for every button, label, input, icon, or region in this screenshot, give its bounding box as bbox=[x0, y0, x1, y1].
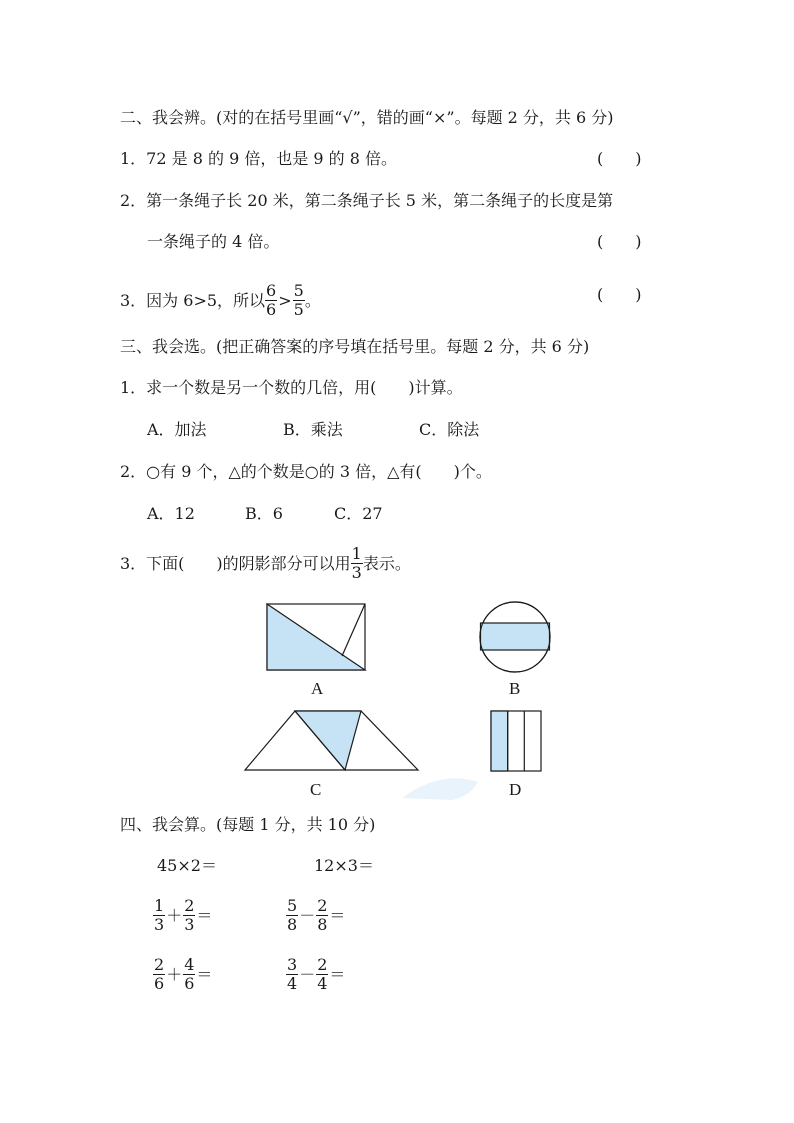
calc-2-6-plus-4-6 bbox=[153, 957, 213, 994]
sec2-q2-answer-bracket[interactable]: ( ) bbox=[597, 232, 642, 251]
sec3-q3-suffix: 表示。 bbox=[362, 554, 411, 573]
sec3-q1-option-a[interactable]: A．加法 bbox=[147, 420, 207, 439]
shape-d[interactable] bbox=[491, 711, 541, 771]
numerator: 3 bbox=[287, 955, 298, 974]
calc-5-8-minus-2-8 bbox=[286, 898, 346, 935]
sec3-q1-option-c[interactable]: C．除法 bbox=[419, 420, 480, 439]
sec2-question-2-line2: 一条绳子的 4 倍。 bbox=[147, 232, 280, 251]
denominator: 6 bbox=[184, 974, 195, 993]
denominator: 6 bbox=[266, 300, 277, 319]
sec3-q2-option-b[interactable]: B．6 bbox=[245, 504, 283, 523]
fraction bbox=[183, 897, 195, 934]
numerator: 5 bbox=[287, 896, 298, 915]
fraction bbox=[316, 956, 328, 993]
shape-c-label: C bbox=[310, 780, 322, 799]
numerator: 6 bbox=[266, 281, 277, 300]
numerator: 4 bbox=[184, 955, 195, 974]
sec2-q3-prefix: 3．因为 6>5，所以 bbox=[120, 291, 266, 310]
equals-sign: ＝ bbox=[329, 964, 346, 984]
shape-c[interactable] bbox=[245, 711, 418, 770]
shape-a[interactable] bbox=[267, 604, 365, 670]
denominator: 8 bbox=[287, 915, 298, 934]
fraction bbox=[286, 897, 298, 934]
section-3-heading: 三、我会选。(把正确答案的序号填在括号里。每题 2 分，共 6 分) bbox=[120, 337, 590, 356]
sec2-q1-answer-bracket[interactable]: ( ) bbox=[597, 149, 642, 168]
calc-3-4-minus-2-4 bbox=[286, 957, 346, 994]
numerator: 1 bbox=[154, 896, 165, 915]
plus-sign: ＋ bbox=[166, 964, 183, 984]
numerator: 2 bbox=[154, 955, 165, 974]
denominator: 4 bbox=[317, 974, 328, 993]
section-2-heading: 二、我会辨。(对的在括号里画“√”，错的画“×”。每题 2 分，共 6 分) bbox=[120, 108, 614, 127]
sec3-question-1: 1．求一个数是另一个数的几倍，用( )计算。 bbox=[120, 378, 463, 397]
denominator: 5 bbox=[293, 300, 304, 319]
denominator: 8 bbox=[317, 915, 328, 934]
shape-a-label: A bbox=[311, 679, 324, 698]
equals-sign: ＝ bbox=[196, 964, 213, 984]
shape-d-label: D bbox=[509, 780, 522, 799]
watermark-shape bbox=[402, 778, 478, 800]
sec3-q2-option-a[interactable]: A．12 bbox=[147, 504, 195, 523]
shape-b-label: B bbox=[509, 679, 521, 698]
calc-45x2: 45×2＝ bbox=[157, 856, 217, 875]
fraction bbox=[153, 897, 165, 934]
numerator: 5 bbox=[293, 281, 304, 300]
minus-sign: － bbox=[299, 964, 316, 984]
numerator: 2 bbox=[317, 896, 328, 915]
fraction bbox=[316, 897, 328, 934]
calc-12x3: 12×3＝ bbox=[314, 856, 374, 875]
denominator: 4 bbox=[287, 974, 298, 993]
greater-than-sign: > bbox=[278, 290, 292, 310]
equals-sign: ＝ bbox=[196, 905, 213, 925]
fraction bbox=[153, 956, 165, 993]
fraction bbox=[286, 956, 298, 993]
sec2-question-2-line1: 2．第一条绳子长 20 米，第二条绳子长 5 米，第二条绳子的长度是第 bbox=[120, 191, 614, 210]
numerator: 1 bbox=[351, 544, 362, 563]
sec3-q2-option-c[interactable]: C．27 bbox=[334, 504, 383, 523]
minus-sign: － bbox=[299, 905, 316, 925]
sec3-question-2: 2．○有 9 个，△的个数是○的 3 倍，△有( )个。 bbox=[120, 462, 492, 481]
calc-1-3-plus-2-3 bbox=[153, 898, 213, 935]
shape-b[interactable] bbox=[480, 602, 550, 672]
section-4-heading: 四、我会算。(每题 1 分，共 10 分) bbox=[120, 815, 376, 834]
fraction bbox=[183, 956, 195, 993]
sec2-question-1: 1．72 是 8 的 9 倍，也是 9 的 8 倍。 bbox=[120, 149, 398, 168]
denominator: 3 bbox=[154, 915, 165, 934]
sec2-q3-answer-bracket[interactable]: ( ) bbox=[597, 285, 642, 304]
sec3-q3-prefix: 3．下面( )的阴影部分可以用 bbox=[120, 554, 351, 573]
denominator: 6 bbox=[154, 974, 165, 993]
sec3-q1-option-b[interactable]: B．乘法 bbox=[283, 420, 343, 439]
plus-sign: ＋ bbox=[166, 905, 183, 925]
sec2-q3-suffix: 。 bbox=[304, 291, 321, 310]
denominator: 3 bbox=[351, 563, 362, 582]
equals-sign: ＝ bbox=[329, 905, 346, 925]
numerator: 2 bbox=[184, 896, 195, 915]
numerator: 2 bbox=[317, 955, 328, 974]
denominator: 3 bbox=[184, 915, 195, 934]
